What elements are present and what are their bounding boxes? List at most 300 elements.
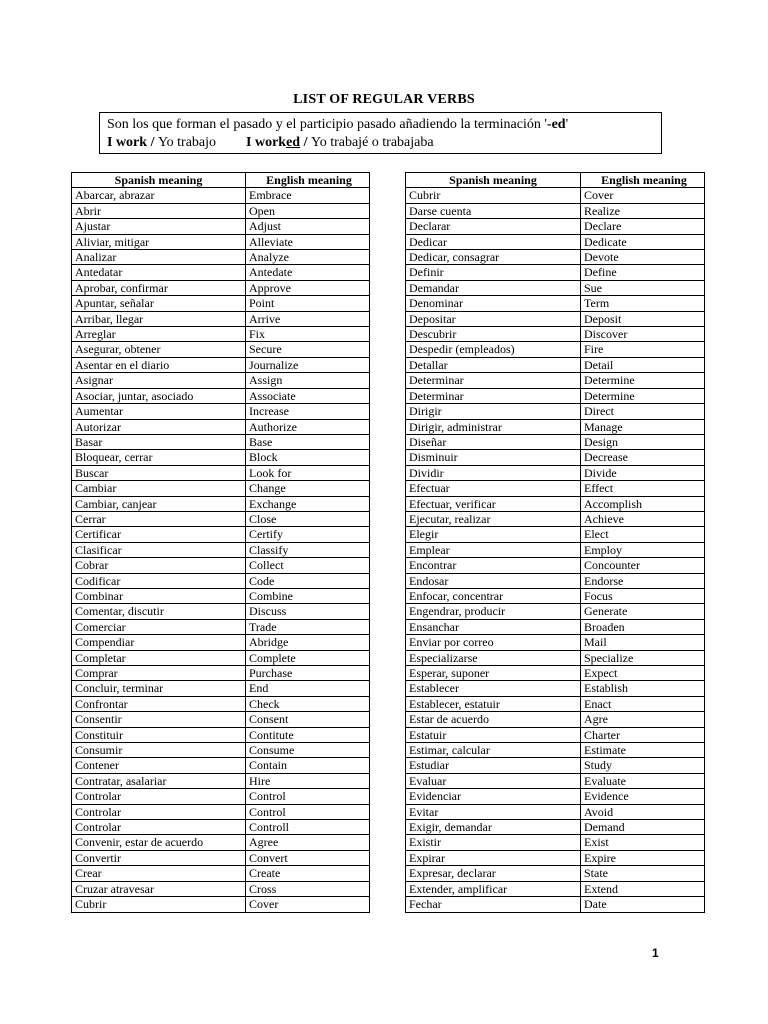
table-row — [406, 250, 705, 265]
spanish-cell: Crear — [72, 866, 246, 881]
spanish-cell: Evitar — [406, 804, 581, 819]
spanish-cell: Cobrar — [72, 558, 246, 573]
table-row — [72, 835, 370, 850]
english-cell: Agre — [581, 712, 705, 727]
spanish-cell: Controlar — [72, 804, 246, 819]
spanish-cell: Expirar — [406, 850, 581, 865]
table-row — [406, 434, 705, 449]
english-cell: Specialize — [581, 650, 705, 665]
table-row — [406, 619, 705, 634]
table-row — [406, 820, 705, 835]
spanish-cell: Estar de acuerdo — [406, 712, 581, 727]
spanish-cell: Certificar — [72, 527, 246, 542]
table-row — [72, 881, 370, 896]
spanish-cell: Aumentar — [72, 404, 246, 419]
spanish-cell: Fechar — [406, 897, 581, 912]
table-row — [72, 481, 370, 496]
english-cell: Contain — [246, 758, 370, 773]
spanish-cell: Clasificar — [72, 542, 246, 557]
english-cell: Divide — [581, 465, 705, 480]
english-cell: Complete — [246, 650, 370, 665]
table-row — [406, 296, 705, 311]
table-row — [406, 465, 705, 480]
english-cell: Fire — [581, 342, 705, 357]
table-row — [72, 712, 370, 727]
spanish-cell: Convertir — [72, 850, 246, 865]
spanish-cell: Determinar — [406, 388, 581, 403]
english-cell: Point — [246, 296, 370, 311]
spanish-cell: Consentir — [72, 712, 246, 727]
spanish-cell: Cubrir — [406, 188, 581, 203]
english-cell: Embrace — [246, 188, 370, 203]
english-cell: Decrease — [581, 450, 705, 465]
table-row — [406, 773, 705, 788]
table-row — [72, 234, 370, 249]
table-row — [406, 635, 705, 650]
table-row — [406, 388, 705, 403]
table-row — [72, 789, 370, 804]
table-row — [72, 342, 370, 357]
english-cell: Abridge — [246, 635, 370, 650]
table-row — [406, 758, 705, 773]
table-row — [72, 650, 370, 665]
english-cell: Dedicate — [581, 234, 705, 249]
english-cell: Assign — [246, 373, 370, 388]
table-row — [72, 619, 370, 634]
spanish-cell: Comerciar — [72, 619, 246, 634]
spanish-cell: Encontrar — [406, 558, 581, 573]
english-cell: Expire — [581, 850, 705, 865]
spanish-cell: Confrontar — [72, 696, 246, 711]
table-row — [406, 558, 705, 573]
table-header-row — [72, 173, 370, 188]
table-row — [72, 635, 370, 650]
spanish-cell: Engendrar, producir — [406, 604, 581, 619]
table-row — [72, 804, 370, 819]
table-row — [406, 604, 705, 619]
english-cell: Sue — [581, 280, 705, 295]
english-cell: Hire — [246, 773, 370, 788]
table-row — [72, 311, 370, 326]
spanish-cell: Abrir — [72, 203, 246, 218]
intro-text: Son los que forman el pasado y el participio pasado añadiendo la terminación ' — [107, 117, 547, 132]
spanish-cell: Efectuar, verificar — [406, 496, 581, 511]
english-cell: Focus — [581, 588, 705, 603]
table-row — [406, 696, 705, 711]
spanish-cell: Estudiar — [406, 758, 581, 773]
spanish-cell: Analizar — [72, 250, 246, 265]
table-row — [406, 789, 705, 804]
spanish-cell: Especializarse — [406, 650, 581, 665]
table-row — [72, 250, 370, 265]
english-cell: Base — [246, 434, 370, 449]
example-1-slash: / — [147, 135, 158, 150]
spanish-cell: Asegurar, obtener — [72, 342, 246, 357]
english-cell: Check — [246, 696, 370, 711]
spanish-cell: Constituir — [72, 727, 246, 742]
table-row — [406, 897, 705, 912]
spanish-cell: Detallar — [406, 357, 581, 372]
table-row — [406, 404, 705, 419]
english-cell: Arrive — [246, 311, 370, 326]
spanish-cell: Darse cuenta — [406, 203, 581, 218]
intro-close-quote: ' — [565, 117, 569, 132]
spanish-cell: Asignar — [72, 373, 246, 388]
spanish-cell: Extender, amplificar — [406, 881, 581, 896]
table-row — [72, 280, 370, 295]
spanish-cell: Ajustar — [72, 219, 246, 234]
spanish-cell: Descubrir — [406, 327, 581, 342]
header-english: English meaning — [246, 173, 370, 188]
table-row — [406, 743, 705, 758]
table-row — [406, 234, 705, 249]
table-row — [406, 357, 705, 372]
spanish-cell: Diseñar — [406, 434, 581, 449]
english-cell: End — [246, 681, 370, 696]
english-cell: Create — [246, 866, 370, 881]
english-cell: Approve — [246, 280, 370, 295]
english-cell: Design — [581, 434, 705, 449]
english-cell: Effect — [581, 481, 705, 496]
table-row — [406, 203, 705, 218]
spanish-cell: Exigir, demandar — [406, 820, 581, 835]
header-spanish: Spanish meaning — [72, 173, 246, 188]
spanish-cell: Convenir, estar de acuerdo — [72, 835, 246, 850]
english-cell: Trade — [246, 619, 370, 634]
table-row — [72, 419, 370, 434]
english-cell: Analyze — [246, 250, 370, 265]
english-cell: Employ — [581, 542, 705, 557]
intro-line-2 — [107, 134, 655, 152]
verb-table-left — [71, 172, 370, 913]
table-row — [72, 188, 370, 203]
english-cell: Control — [246, 789, 370, 804]
spanish-cell: Ejecutar, realizar — [406, 511, 581, 526]
spanish-cell: Establecer, estatuir — [406, 696, 581, 711]
english-cell: Journalize — [246, 357, 370, 372]
spanish-cell: Compendiar — [72, 635, 246, 650]
spanish-cell: Elegir — [406, 527, 581, 542]
spanish-cell: Buscar — [72, 465, 246, 480]
spanish-cell: Depositar — [406, 311, 581, 326]
spanish-cell: Cerrar — [72, 511, 246, 526]
english-cell: Controll — [246, 820, 370, 835]
table-row — [406, 650, 705, 665]
english-cell: Generate — [581, 604, 705, 619]
english-cell: Estimate — [581, 743, 705, 758]
table-row — [406, 311, 705, 326]
table-row — [406, 881, 705, 896]
english-cell: Date — [581, 897, 705, 912]
spanish-cell: Autorizar — [72, 419, 246, 434]
table-row — [406, 450, 705, 465]
table-row — [72, 296, 370, 311]
table-row — [72, 727, 370, 742]
spanish-cell: Abarcar, abrazar — [72, 188, 246, 203]
table-row — [72, 573, 370, 588]
table-row — [72, 897, 370, 912]
table-row — [406, 373, 705, 388]
table-row — [72, 773, 370, 788]
table-row — [72, 743, 370, 758]
spanish-cell: Controlar — [72, 789, 246, 804]
table-row — [406, 727, 705, 742]
english-cell: Manage — [581, 419, 705, 434]
table-row — [406, 327, 705, 342]
english-cell: State — [581, 866, 705, 881]
table-row — [406, 866, 705, 881]
spanish-cell: Expresar, declarar — [406, 866, 581, 881]
table-row — [406, 511, 705, 526]
table-row — [406, 342, 705, 357]
spanish-cell: Disminuir — [406, 450, 581, 465]
english-cell: Change — [246, 481, 370, 496]
table-header-row — [406, 173, 705, 188]
english-cell: Direct — [581, 404, 705, 419]
english-cell: Define — [581, 265, 705, 280]
table-row — [406, 573, 705, 588]
english-cell: Extend — [581, 881, 705, 896]
english-cell: Alleviate — [246, 234, 370, 249]
table-row — [72, 496, 370, 511]
spanish-cell: Contratar, asalariar — [72, 773, 246, 788]
spanish-cell: Concluir, terminar — [72, 681, 246, 696]
spanish-cell: Endosar — [406, 573, 581, 588]
spanish-cell: Cambiar — [72, 481, 246, 496]
english-cell: Associate — [246, 388, 370, 403]
table-row — [406, 481, 705, 496]
table-row — [406, 542, 705, 557]
header-english: English meaning — [581, 173, 705, 188]
english-cell: Adjust — [246, 219, 370, 234]
spanish-cell: Estimar, calcular — [406, 743, 581, 758]
english-cell: Combine — [246, 588, 370, 603]
spanish-cell: Dividir — [406, 465, 581, 480]
example-1-spanish: Yo trabajo — [157, 135, 217, 150]
english-cell: Look for — [246, 465, 370, 480]
english-cell: Discuss — [246, 604, 370, 619]
example-2-slash: / — [300, 135, 311, 150]
example-1-english: I work — [107, 135, 148, 150]
example-2-ending: ed — [286, 135, 301, 150]
table-row — [406, 835, 705, 850]
spanish-cell: Evidenciar — [406, 789, 581, 804]
spanish-cell: Arribar, llegar — [72, 311, 246, 326]
english-cell: Accomplish — [581, 496, 705, 511]
verb-table-right — [405, 172, 705, 913]
spanish-cell: Dedicar, consagrar — [406, 250, 581, 265]
table-row — [72, 357, 370, 372]
english-cell: Concounter — [581, 558, 705, 573]
english-cell: Collect — [246, 558, 370, 573]
spanish-cell: Contener — [72, 758, 246, 773]
spanish-cell: Cruzar atravesar — [72, 881, 246, 896]
table-row — [406, 265, 705, 280]
table-row — [406, 527, 705, 542]
english-cell: Exchange — [246, 496, 370, 511]
spanish-cell: Emplear — [406, 542, 581, 557]
english-cell: Detail — [581, 357, 705, 372]
table-row — [72, 450, 370, 465]
english-cell: Agree — [246, 835, 370, 850]
english-cell: Antedate — [246, 265, 370, 280]
spanish-cell: Bloquear, cerrar — [72, 450, 246, 465]
table-row — [72, 588, 370, 603]
english-cell: Authorize — [246, 419, 370, 434]
spanish-cell: Despedir (empleados) — [406, 342, 581, 357]
english-cell: Contitute — [246, 727, 370, 742]
table-row — [72, 219, 370, 234]
english-cell: Mail — [581, 635, 705, 650]
english-cell: Term — [581, 296, 705, 311]
table-row — [406, 188, 705, 203]
table-row — [406, 219, 705, 234]
spanish-cell: Combinar — [72, 588, 246, 603]
english-cell: Convert — [246, 850, 370, 865]
spanish-cell: Cubrir — [72, 897, 246, 912]
spanish-cell: Basar — [72, 434, 246, 449]
table-row — [406, 850, 705, 865]
table-row — [72, 465, 370, 480]
spanish-cell: Enfocar, concentrar — [406, 588, 581, 603]
spanish-cell: Antedatar — [72, 265, 246, 280]
spanish-cell: Completar — [72, 650, 246, 665]
spanish-cell: Codificar — [72, 573, 246, 588]
spanish-cell: Consumir — [72, 743, 246, 758]
spanish-cell: Aprobar, confirmar — [72, 280, 246, 295]
table-row — [72, 527, 370, 542]
table-row — [72, 434, 370, 449]
english-cell: Expect — [581, 666, 705, 681]
english-cell: Cover — [581, 188, 705, 203]
table-row — [72, 265, 370, 280]
spanish-cell: Comentar, discutir — [72, 604, 246, 619]
spanish-cell: Efectuar — [406, 481, 581, 496]
english-cell: Achieve — [581, 511, 705, 526]
english-cell: Elect — [581, 527, 705, 542]
english-cell: Deposit — [581, 311, 705, 326]
spanish-cell: Cambiar, canjear — [72, 496, 246, 511]
table-row — [72, 203, 370, 218]
english-cell: Establish — [581, 681, 705, 696]
spanish-cell: Demandar — [406, 280, 581, 295]
spanish-cell: Determinar — [406, 373, 581, 388]
spanish-cell: Aliviar, mitigar — [72, 234, 246, 249]
table-row — [72, 850, 370, 865]
english-cell: Fix — [246, 327, 370, 342]
english-cell: Block — [246, 450, 370, 465]
spanish-cell: Dedicar — [406, 234, 581, 249]
example-2-english: I work — [246, 135, 287, 150]
english-cell: Consume — [246, 743, 370, 758]
table-row — [72, 542, 370, 557]
english-cell: Avoid — [581, 804, 705, 819]
spanish-cell: Dirigir — [406, 404, 581, 419]
spanish-cell: Arreglar — [72, 327, 246, 342]
english-cell: Cross — [246, 881, 370, 896]
english-cell: Exist — [581, 835, 705, 850]
page-title: LIST OF REGULAR VERBS — [293, 92, 475, 107]
intro-line-1 — [107, 116, 655, 134]
english-cell: Close — [246, 511, 370, 526]
english-cell: Discover — [581, 327, 705, 342]
spanish-cell: Existir — [406, 835, 581, 850]
spanish-cell: Controlar — [72, 820, 246, 835]
english-cell: Determine — [581, 373, 705, 388]
spanish-cell: Establecer — [406, 681, 581, 696]
table-row — [72, 327, 370, 342]
table-row — [406, 681, 705, 696]
page-number: 1 — [652, 946, 659, 960]
table-row — [406, 666, 705, 681]
english-cell: Study — [581, 758, 705, 773]
english-cell: Endorse — [581, 573, 705, 588]
english-cell: Consent — [246, 712, 370, 727]
table-row — [72, 866, 370, 881]
header-spanish: Spanish meaning — [406, 173, 581, 188]
english-cell: Realize — [581, 203, 705, 218]
english-cell: Cover — [246, 897, 370, 912]
intro-box — [99, 112, 662, 154]
english-cell: Declare — [581, 219, 705, 234]
spanish-cell: Comprar — [72, 666, 246, 681]
english-cell: Evidence — [581, 789, 705, 804]
english-cell: Evaluate — [581, 773, 705, 788]
table-row — [406, 419, 705, 434]
table-row — [72, 373, 370, 388]
spanish-cell: Apuntar, señalar — [72, 296, 246, 311]
spanish-cell: Esperar, suponer — [406, 666, 581, 681]
spanish-cell: Enviar por correo — [406, 635, 581, 650]
table-row — [72, 604, 370, 619]
english-cell: Purchase — [246, 666, 370, 681]
intro-ending: -ed — [546, 117, 566, 132]
table-row — [406, 280, 705, 295]
english-cell: Determine — [581, 388, 705, 403]
english-cell: Increase — [246, 404, 370, 419]
table-row — [72, 820, 370, 835]
table-row — [72, 558, 370, 573]
english-cell: Code — [246, 573, 370, 588]
english-cell: Certify — [246, 527, 370, 542]
english-cell: Demand — [581, 820, 705, 835]
english-cell: Open — [246, 203, 370, 218]
spanish-cell: Definir — [406, 265, 581, 280]
table-row — [72, 681, 370, 696]
spanish-cell: Ensanchar — [406, 619, 581, 634]
english-cell: Charter — [581, 727, 705, 742]
english-cell: Enact — [581, 696, 705, 711]
english-cell: Control — [246, 804, 370, 819]
english-cell: Secure — [246, 342, 370, 357]
spanish-cell: Asociar, juntar, asociado — [72, 388, 246, 403]
table-row — [406, 588, 705, 603]
spanish-cell: Evaluar — [406, 773, 581, 788]
table-row — [72, 388, 370, 403]
english-cell: Devote — [581, 250, 705, 265]
table-row — [406, 496, 705, 511]
english-cell: Broaden — [581, 619, 705, 634]
spanish-cell: Estatuir — [406, 727, 581, 742]
table-row — [72, 696, 370, 711]
spanish-cell: Asentar en el diario — [72, 357, 246, 372]
spanish-cell: Denominar — [406, 296, 581, 311]
spanish-cell: Dirigir, administrar — [406, 419, 581, 434]
spanish-cell: Declarar — [406, 219, 581, 234]
english-cell: Classify — [246, 542, 370, 557]
table-row — [406, 712, 705, 727]
example-2-spanish: Yo trabajé o trabajaba — [310, 135, 434, 150]
